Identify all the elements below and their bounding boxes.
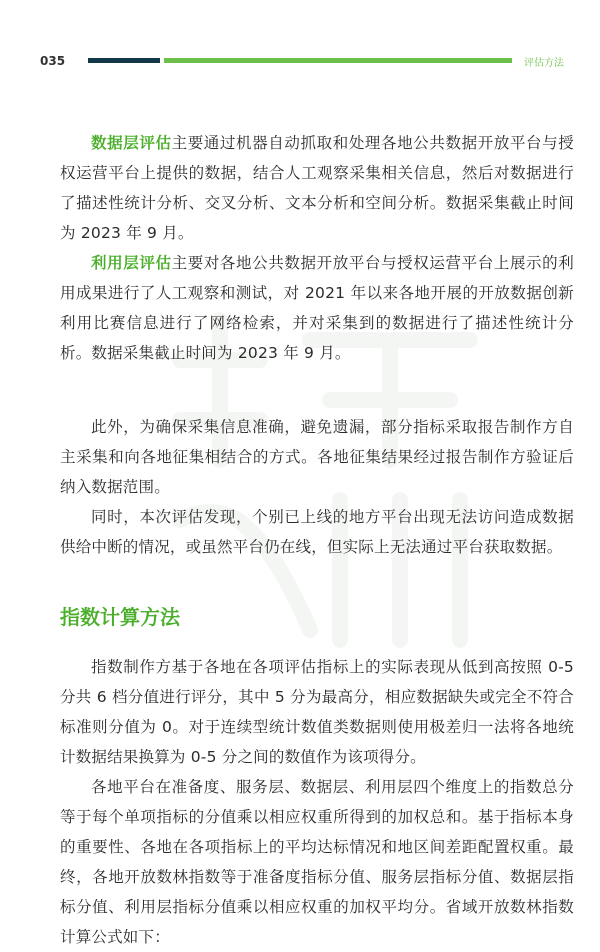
paragraph-scoring: 指数制作方基于各地在各项评估指标上的实际表现从低到高按照 0-5 分共 6 档分值进行评分，其中 5 分为最高分，相应数据缺失或完全不符合标准则分值为 0。对于连续型统计数值类数据则使用极差归一法将各地统计数据结果换算为 0-5 分之间的数值作为该项得分。 xyxy=(60,658,574,766)
paragraph-use-layer xyxy=(60,248,574,368)
paragraph-weighting: 各地平台在准备度、服务层、数据层、利用层四个维度上的指数总分等于每个单项指标的分值乘以相应权重所得到的加权总和。基于指标本身的重要性、各地在各项指标上的平均达标情况和地区间差距配置权重。最终，各地开放数林指数等于准备度指标分值、服务层指标分值、数据层指标分值、利用层指标分值乘以相应权重的加权平均分。省域开放数林指数计算公式如下： xyxy=(60,778,574,946)
section-title: 评估方法 xyxy=(524,58,564,69)
keyword-data-layer: 数据层评估 xyxy=(91,134,172,152)
paragraph-text: 主要对各地公共数据开放平台与授权运营平台上展示的利用成果进行了人工观察和测试，对 2021 年以来各地开展的开放数据创新利用比赛信息进行了网络检索，并对采集到的数据进行了描述性统计分析。数据采集截止时间为 2023 年 9 月。 xyxy=(60,254,574,362)
paragraph-text: 主要通过机器自动抓取和处理各地公共数据开放平台与授权运营平台上提供的数据，结合人工观察采集相关信息，然后对数据进行了描述性统计分析、交叉分析、文本分析和空间分析。数据采集截止时间为 2023 年 9 月。 xyxy=(60,134,574,242)
document-body xyxy=(60,128,574,952)
section-heading: 指数计算方法 xyxy=(60,605,180,629)
page-number: 035 xyxy=(40,54,66,68)
header-bar-green xyxy=(164,58,512,63)
keyword-use-layer: 利用层评估 xyxy=(91,254,172,272)
paragraph-collection-method: 此外，为确保采集信息准确，避免遗漏，部分指标采取报告制作方自主采集和向各地征集相结合的方式。各地征集结果经过报告制作方验证后纳入数据范围。 xyxy=(60,418,574,496)
paragraph-platform-access: 同时，本次评估发现，个别已上线的地方平台出现无法访问造成数据供给中断的情况，或虽然平台仍在线，但实际上无法通过平台获取数据。 xyxy=(60,508,574,556)
paragraph-data-layer xyxy=(60,128,574,248)
header-bar-dark xyxy=(88,58,160,63)
page-header xyxy=(0,0,600,90)
